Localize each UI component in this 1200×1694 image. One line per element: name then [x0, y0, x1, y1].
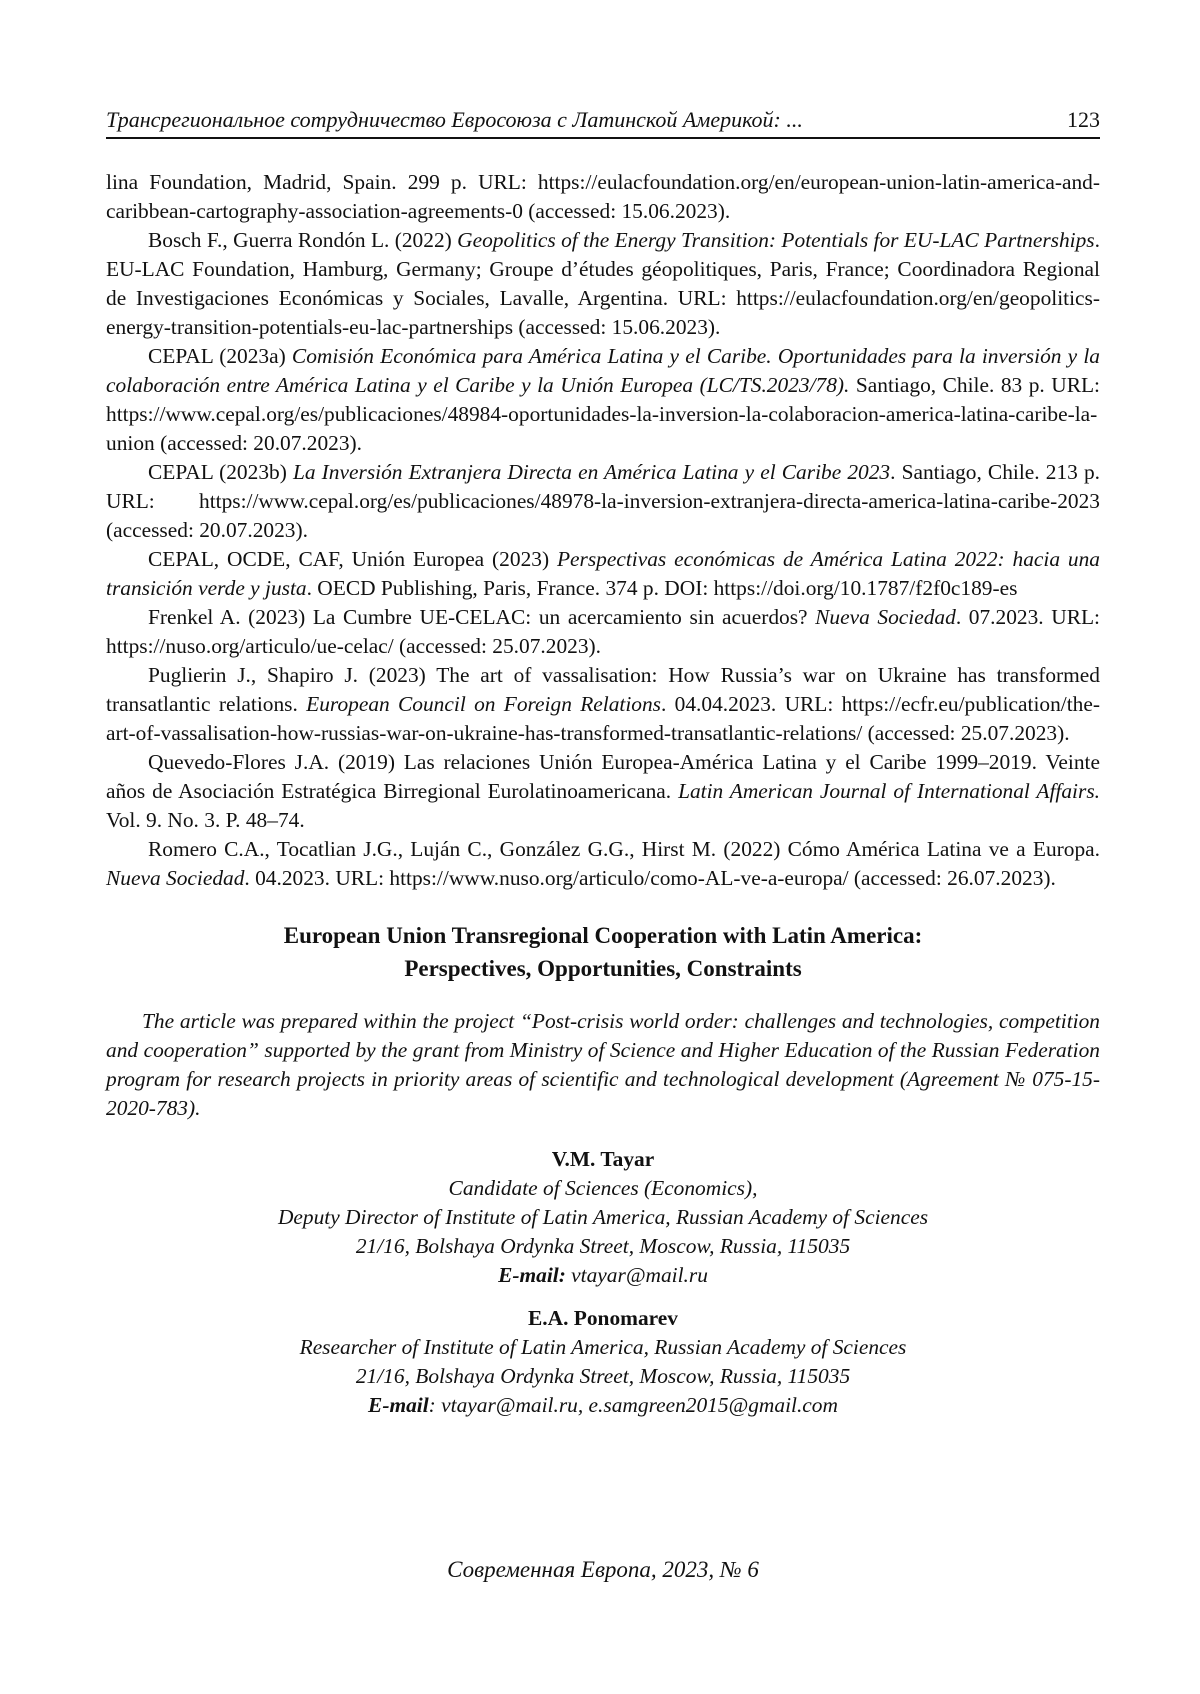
reference-item: CEPAL (2023b) La Inversión Extranjera Directa en América Latina y el Caribe 2023. Santiago, Chile. 213 p. URL: https://www.cepal.org/es/publicaciones/48978-la-inversion-extranjera-directa-america-latina-caribe-2023 (accessed: 20.07.2023).: [106, 460, 1101, 542]
author-affiliation-line: 21/16, Bolshaya Ordynka Street, Moscow, Russia, 115035: [355, 1234, 851, 1258]
reference-item: Romero C.A., Tocatlian J.G., Luján C., González G.G., Hirst M. (2022) Cómo América Latina ve a Europa. Nueva Sociedad. 04.2023. URL: https://www.nuso.org/articulo/como-AL-ve-a-europa/ (accessed: 26.07.2023).: [106, 837, 1100, 890]
reference-item: Puglierin J., Shapiro J. (2023) The art of vassalisation: How Russia’s war on Ukraine has transformed transatlantic relations. European Council on Foreign Relations. 04.04.2023. URL: https://ecfr.eu/publication/the-art-of-vassalisation-how-russias-war-on-ukraine-has-transformed-transatlantic-relations/ (accessed: 25.07.2023).: [106, 663, 1100, 745]
reference-item: CEPAL, OCDE, CAF, Unión Europea (2023) Perspectivas económicas de América Latina 2022: hacia una transición verde y justa. OECD Publishing, Paris, France. 374 p. DOI: https://doi.org/10.1787/f2f0c189-es: [106, 547, 1101, 600]
reference-item: Bosch F., Guerra Rondón L. (2022) Geopolitics of the Energy Transition: Potentials for EU-LAC Partnerships. EU-LAC Foundation, Hamburg, Germany; Groupe d’études géopolitiques, Paris, France; Coordinadora Regional de Investigaciones Económicas y Sociales, Lavalle, Argentina. URL: https://eulacfoundation.org/en/geopolitics-energy-transition-potentials-eu-lac-partnerships (accessed: 15.06.2023).: [106, 228, 1100, 339]
reference-list: [106, 168, 1100, 893]
author-name: E.A. Ponomarev: [528, 1306, 678, 1330]
running-header: [106, 105, 1100, 139]
reference-item: Quevedo-Flores J.A. (2019) Las relaciones Unión Europea-América Latina y el Caribe 1999–2019. Veinte años de Asociación Estratégica Birregional Eurolatinoamericana. Latin American Journal of International Affairs. Vol. 9. No. 3. P. 48–74.: [106, 750, 1100, 832]
page-number: 123: [1067, 107, 1100, 132]
email-address: vtayar@mail.ru: [565, 1263, 708, 1287]
author-name: V.M. Tayar: [551, 1147, 655, 1171]
email-address: : vtayar@mail.ru, e.samgreen2015@gmail.com: [428, 1393, 838, 1417]
reference-item: Frenkel A. (2023) La Cumbre UE-CELAC: un acercamiento sin acuerdos? Nueva Sociedad. 07.2023. URL: https://nuso.org/articulo/ue-celac/ (accessed: 25.07.2023).: [106, 605, 1100, 658]
author-email: [106, 1391, 1100, 1420]
email-label: E-mail:: [498, 1263, 566, 1287]
author-affiliation-line: Researcher of Institute of Latin America, Russian Academy of Sciences: [299, 1335, 907, 1359]
article-title-line-1: European Union Transregional Cooperation with Latin America:: [283, 923, 923, 948]
article-title-line-2: Perspectives, Opportunities, Constraints: [404, 956, 802, 981]
email-label: E-mail: [368, 1393, 429, 1417]
article-title: [106, 919, 1100, 985]
author-email: [106, 1261, 1100, 1290]
author-block: [106, 1145, 1100, 1290]
author-affiliation-line: 21/16, Bolshaya Ordynka Street, Moscow, Russia, 115035: [355, 1364, 851, 1388]
journal-footer: Современная Европа, 2023, № 6: [447, 1557, 759, 1582]
author-affiliation-line: Candidate of Sciences (Economics),: [448, 1176, 758, 1200]
author-affiliation-line: Deputy Director of Institute of Latin America, Russian Academy of Sciences: [277, 1205, 929, 1229]
reference-item: CEPAL (2023a) Comisión Económica para América Latina y el Caribe. Oportunidades para la inversión y la colaboración entre América Latina y el Caribe y la Unión Europea (LC/TS.2023/78). Santiago, Chile. 83 p. URL: https://www.cepal.org/es/publicaciones/48984-oportunidades-la-inversion-la-colaboracion-america-latina-caribe-la-union (accessed: 20.07.2023).: [106, 344, 1101, 455]
page-body: [106, 168, 1100, 1420]
author-block: [106, 1304, 1100, 1420]
running-title: Трансрегиональное сотрудничество Евросоюза с Латинской Америкой: ...: [106, 107, 803, 132]
reference-item: lina Foundation, Madrid, Spain. 299 p. URL: https://eulacfoundation.org/en/european-union-latin-america-and-caribbean-cartography-association-agreements-0 (accessed: 15.06.2023).: [106, 170, 1100, 223]
funding-note: The article was prepared within the project “Post-crisis world order: challenges and technologies, competition and cooperation” supported by the grant from Ministry of Science and Higher Education of the Russian Federation program for research projects in priority areas of scientific and technological development (Agreement № 075-15-2020-783).: [106, 1009, 1100, 1120]
